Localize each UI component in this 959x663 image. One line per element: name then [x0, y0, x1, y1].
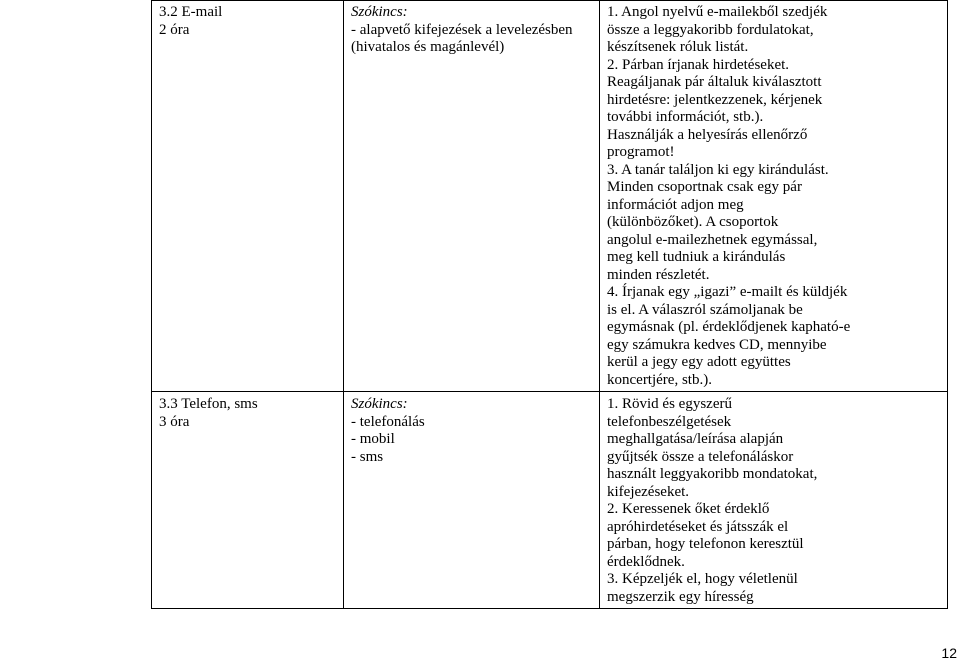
activity-line: 1. Angol nyelvű e-mailekből szedjék [607, 4, 828, 20]
activity-line: 4. Írjanak egy „igazi” e-mailt és küldjék [607, 284, 848, 300]
vocabulary-heading: Szókincs: [351, 396, 408, 412]
activity-line: programot! [607, 144, 675, 160]
activities-cell [600, 392, 948, 609]
activity-line: 3. Képzeljék el, hogy véletlenül [607, 571, 798, 587]
vocabulary-item: - telefonálás [351, 413, 425, 430]
activity-line: 3. A tanár találjon ki egy kirándulást. [607, 161, 829, 178]
vocabulary-item: - sms [351, 448, 384, 465]
activity-line: egy számukra kedves CD, mennyibe [607, 336, 827, 353]
activity-line: párban, hogy telefonon keresztül [607, 536, 804, 552]
activity-line: 2. Párban írjanak hirdetéseket. [607, 56, 790, 73]
vocabulary-cell [344, 1, 600, 392]
activity-line: minden részletét. [607, 266, 710, 283]
activity-line: érdeklődnek. [607, 553, 685, 570]
activity-line: angolul e-mailezhetnek egymással, [607, 231, 818, 248]
page-number: 12 [941, 645, 957, 661]
activity-line: készítsenek róluk listát. [607, 39, 749, 55]
activity-line: további információt, stb.). [607, 109, 764, 125]
activity-line: egymásnak (pl. érdeklődjenek kapható-e [607, 319, 851, 335]
activity-line: Minden csoportnak csak egy pár [607, 179, 802, 195]
activity-line: megszerzik egy híresség [607, 588, 754, 605]
activity-line: koncertjére, stb.). [607, 371, 712, 388]
activity-line: kerül a jegy egy adott együttes [607, 354, 791, 370]
activity-line: Reagáljanak pár általuk kiválasztott [607, 74, 822, 90]
topic-title: 3.3 Telefon, sms [159, 396, 258, 412]
activity-line: hirdetésre: jelentkezzenek, kérjenek [607, 91, 823, 108]
activity-line: meghallgatása/leírása alapján [607, 431, 784, 447]
activity-line: információt adjon meg [607, 196, 744, 213]
table-row [152, 392, 948, 609]
topic-hours: 3 óra [159, 413, 190, 430]
activity-line: 1. Rövid és egyszerű [607, 396, 732, 412]
vocabulary-cell [344, 392, 600, 609]
vocabulary-item: - alapvető kifejezések a levelezésben [351, 21, 573, 38]
activity-line: apróhirdetéseket és játsszák el [607, 518, 789, 535]
vocabulary-item: - mobil [351, 431, 395, 447]
vocabulary-item: (hivatalos és magánlevél) [351, 39, 505, 55]
topic-title: 3.2 E-mail [159, 4, 223, 20]
activity-line: (különbözőket). A csoportok [607, 214, 779, 230]
activities-cell [600, 1, 948, 392]
activity-line: használt leggyakoribb mondatokat, [607, 466, 818, 482]
topic-cell [152, 1, 344, 392]
activity-line: is el. A válaszról számoljanak be [607, 301, 803, 318]
activity-line: össze a leggyakoribb fordulatokat, [607, 21, 814, 38]
activity-line: gyűjtsék össze a telefonáláskor [607, 448, 794, 465]
activity-line: kifejezéseket. [607, 483, 690, 500]
activity-line: meg kell tudniuk a kirándulás [607, 249, 786, 265]
table-row [152, 1, 948, 392]
topic-hours: 2 óra [159, 21, 190, 38]
curriculum-table [151, 0, 948, 609]
vocabulary-heading: Szókincs: [351, 4, 408, 20]
activity-line: telefonbeszélgetések [607, 413, 732, 430]
activity-line: Használják a helyesírás ellenőrző [607, 126, 808, 143]
activity-line: 2. Keressenek őket érdeklő [607, 501, 770, 517]
topic-cell [152, 392, 344, 609]
